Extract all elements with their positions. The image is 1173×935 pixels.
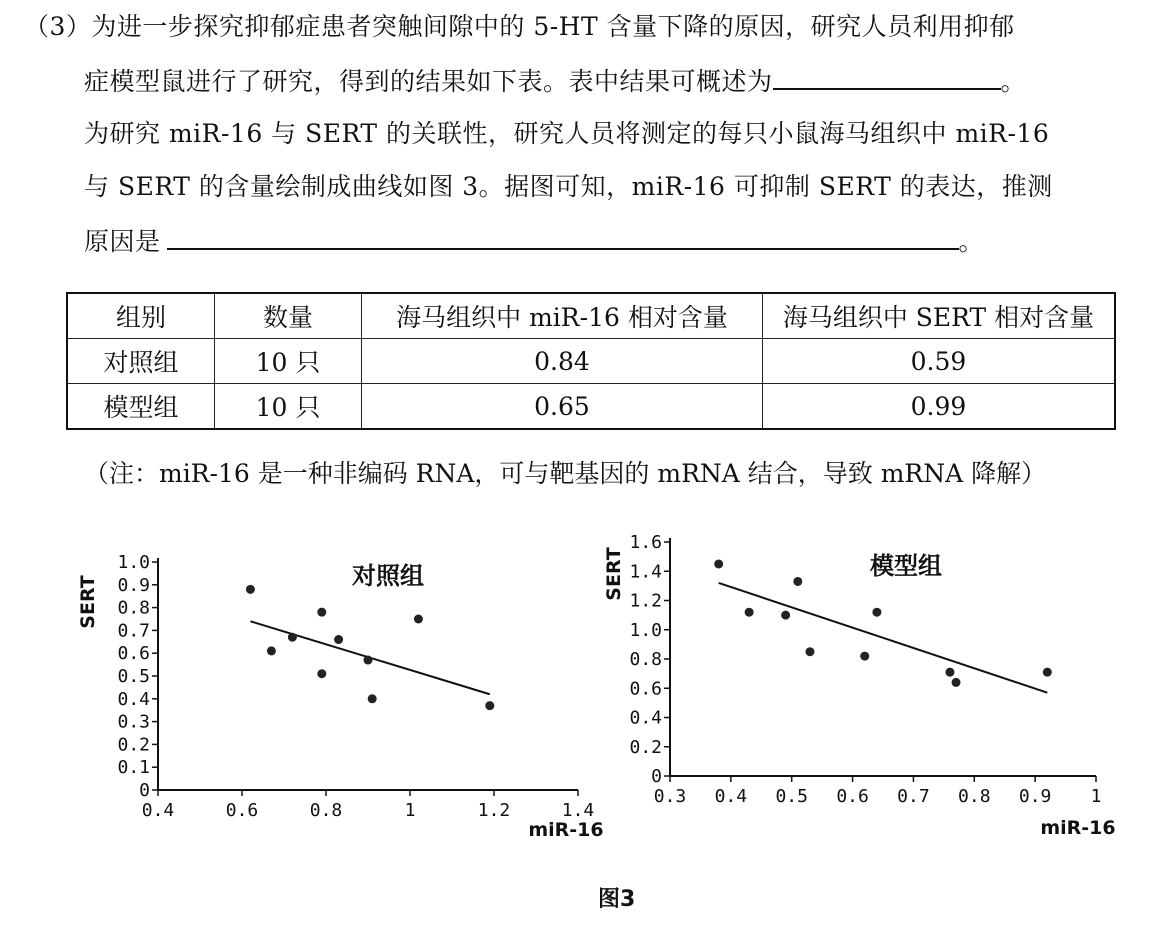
- answer-blank-1[interactable]: [773, 64, 1001, 90]
- question-line-4: [84, 170, 1053, 204]
- y-tick-label: 1.6: [629, 532, 662, 553]
- x-tick-label: 0.4: [714, 786, 748, 807]
- trend-line: [719, 583, 1048, 693]
- data-point: [246, 585, 255, 594]
- data-point: [364, 656, 373, 665]
- x-tick-label: 0.4: [141, 800, 175, 821]
- question-text-4: 与 SERT 的含量绘制成曲线如图 3。据图可知，miR-16 可抑制 SERT 的表达，推测: [84, 172, 1053, 201]
- model-group-chart: [598, 530, 1118, 850]
- y-axis-label: SERT: [603, 547, 625, 601]
- data-point: [945, 668, 954, 677]
- y-tick-label: 0: [651, 766, 662, 787]
- y-tick-label: 0.1: [117, 757, 150, 779]
- table-header-row: [67, 293, 1115, 339]
- table-row: [67, 384, 1115, 430]
- question-text-5: 原因是: [84, 227, 161, 256]
- question-text-5-end: 。: [958, 227, 985, 256]
- y-tick-label: 0.2: [629, 736, 662, 758]
- table-cell: 对照组: [67, 339, 215, 384]
- data-point: [368, 694, 377, 703]
- x-tick-label: 0.8: [309, 800, 343, 821]
- results-table: [66, 292, 1116, 430]
- y-tick-label: 0.4: [629, 707, 662, 729]
- chart-title: 模型组: [870, 552, 942, 580]
- x-tick-label: 0.6: [836, 786, 869, 807]
- question-number: （3）: [24, 12, 92, 41]
- y-tick-label: 0.8: [629, 649, 662, 670]
- control-group-chart: [70, 540, 604, 850]
- y-tick-label: 1.0: [117, 552, 150, 573]
- data-point: [334, 635, 343, 644]
- table-cell: 0.59: [763, 339, 1116, 384]
- figure-caption: 图3: [598, 887, 636, 912]
- x-tick-label: 0.6: [225, 800, 259, 821]
- x-tick-label: 0.5: [775, 786, 808, 807]
- x-tick-label: 1: [404, 800, 416, 821]
- data-point: [414, 615, 423, 624]
- y-tick-label: 0.6: [117, 643, 150, 665]
- question-text-3: 为研究 miR-16 与 SERT 的关联性，研究人员将测定的每只小鼠海马组织中 miR-16: [84, 119, 1050, 148]
- data-point: [1043, 668, 1052, 677]
- data-point: [745, 608, 754, 617]
- y-tick-label: 0.9: [117, 574, 150, 596]
- y-tick-label: 0.4: [117, 688, 150, 710]
- y-tick-label: 0.2: [117, 734, 150, 756]
- x-tick-label: 1.4: [561, 800, 595, 821]
- data-point: [317, 608, 326, 617]
- chart-title: 对照组: [352, 562, 424, 590]
- y-tick-label: 0.7: [117, 620, 150, 642]
- y-tick-label: 0.8: [117, 597, 150, 619]
- y-tick-label: 1.4: [629, 561, 662, 583]
- y-tick-label: 1.2: [629, 590, 662, 612]
- data-point: [714, 559, 723, 568]
- x-tick-label: 0.8: [958, 786, 991, 807]
- data-point: [805, 647, 814, 656]
- question-line-3: [84, 117, 1049, 151]
- question-line-1: [24, 10, 1015, 44]
- data-point: [317, 669, 326, 678]
- table-cell: 模型组: [67, 384, 215, 430]
- table-cell: 0.99: [763, 384, 1116, 430]
- data-point: [872, 608, 881, 617]
- table-row: [67, 339, 1115, 384]
- table-cell: 10 只: [215, 339, 362, 384]
- data-point: [952, 678, 961, 687]
- question-line-5: [84, 224, 984, 259]
- question-text-2-end: 。: [1000, 67, 1027, 96]
- data-point: [781, 611, 790, 620]
- y-tick-label: 0.3: [117, 711, 150, 733]
- x-tick-label: 1: [1090, 786, 1102, 807]
- data-point: [793, 577, 802, 586]
- y-tick-label: 1.0: [629, 619, 662, 641]
- x-tick-label: 0.9: [1018, 786, 1052, 807]
- question-text-2: 症模型鼠进行了研究，得到的结果如下表。表中结果可概述为: [84, 67, 773, 96]
- table-header: 海马组织中 SERT 相对含量: [763, 293, 1116, 339]
- y-tick-label: 0.5: [117, 666, 150, 687]
- data-point: [267, 646, 276, 655]
- answer-blank-2[interactable]: [167, 224, 959, 250]
- x-tick-label: 0.7: [897, 786, 930, 807]
- data-point: [860, 652, 869, 661]
- question-line-2: [84, 64, 1026, 99]
- table-cell: 0.65: [362, 384, 763, 430]
- table-header: 海马组织中 miR-16 相对含量: [362, 293, 763, 339]
- data-point: [485, 701, 494, 710]
- x-axis-label: miR-16: [1040, 817, 1116, 839]
- x-axis-label: miR-16: [528, 819, 604, 841]
- table-note: （注：miR-16 是一种非编码 RNA，可与靶基因的 mRNA 结合，导致 mRNA 降解）: [84, 459, 1047, 488]
- table-cell: 10 只: [215, 384, 362, 430]
- y-tick-label: 0: [139, 780, 150, 801]
- data-point: [288, 633, 297, 642]
- table-header: 数量: [215, 293, 362, 339]
- question-text-1: 为进一步探究抑郁症患者突触间隙中的 5-HT 含量下降的原因，研究人员利用抑郁: [91, 12, 1015, 41]
- x-tick-label: 1.2: [477, 800, 511, 821]
- table-header: 组别: [67, 293, 215, 339]
- y-axis-label: SERT: [77, 575, 99, 629]
- x-tick-label: 0.3: [653, 786, 687, 807]
- y-tick-label: 0.6: [629, 678, 662, 700]
- table-cell: 0.84: [362, 339, 763, 384]
